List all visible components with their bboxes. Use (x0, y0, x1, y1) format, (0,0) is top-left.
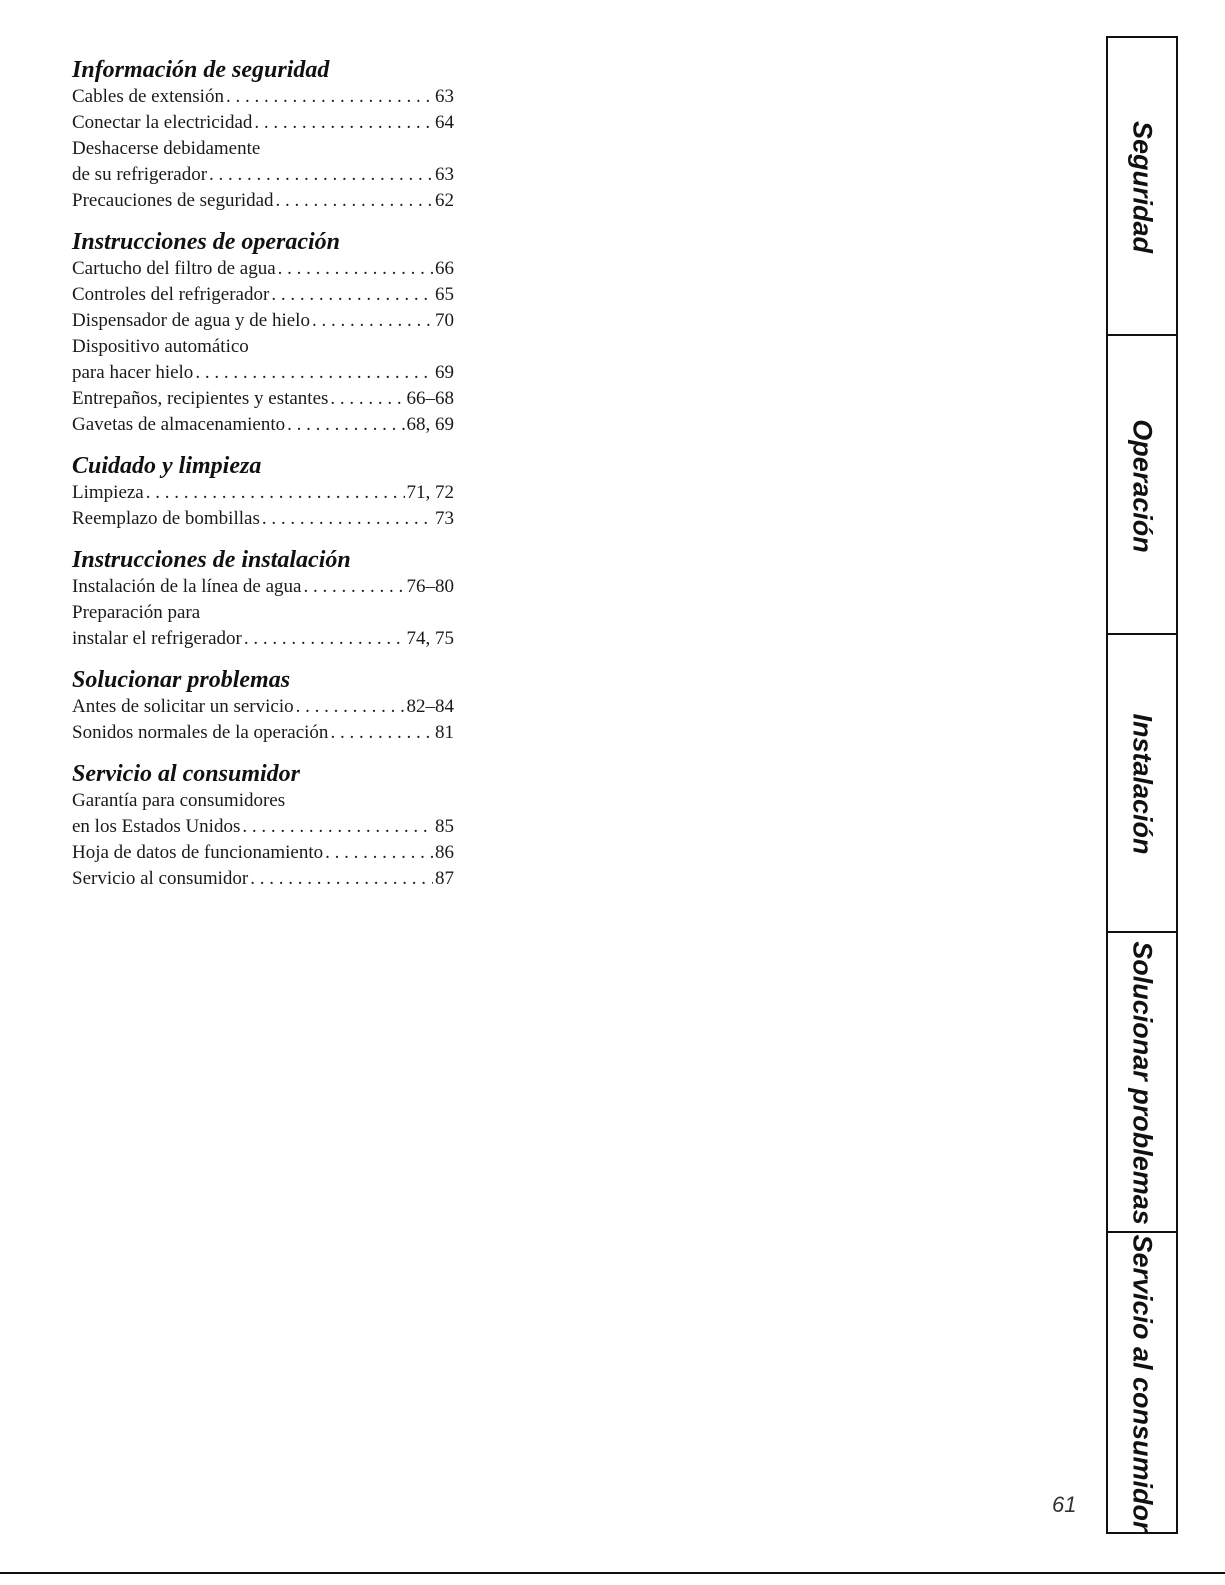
entry-page-number: 87 (435, 868, 454, 889)
dot-leader (244, 626, 405, 652)
toc-entry[interactable] (72, 334, 454, 386)
toc-entry[interactable] (72, 308, 454, 334)
entry-page-number: 86 (435, 842, 454, 863)
dot-leader (209, 162, 433, 188)
entry-label: Precauciones de seguridad (72, 190, 274, 211)
entry-label: Cartucho del filtro de agua (72, 258, 276, 279)
entry-label: Reemplazo de bombillas (72, 508, 260, 529)
bottom-rule (0, 1572, 1225, 1574)
toc-entry[interactable] (72, 720, 454, 746)
tab-4[interactable] (1106, 931, 1178, 1233)
entry-page-number: 85 (435, 816, 454, 837)
tab-label: Servicio al consumidor (1127, 1233, 1158, 1532)
dot-leader (312, 308, 433, 334)
page-number: 61 (1052, 1492, 1077, 1517)
tab-5[interactable] (1106, 1231, 1178, 1534)
section-tabs (1106, 36, 1176, 1530)
toc-entry[interactable] (72, 506, 454, 532)
table-of-contents (72, 56, 454, 906)
toc-section (72, 546, 454, 652)
dot-leader (330, 720, 433, 746)
dot-leader (226, 84, 433, 110)
toc-section (72, 56, 454, 214)
entry-label: Instalación de la línea de agua (72, 576, 302, 597)
entry-page-number: 73 (435, 508, 454, 529)
toc-entry[interactable] (72, 188, 454, 214)
section-title: Información de seguridad (72, 57, 330, 83)
entry-label: Deshacerse debidamente (72, 138, 261, 159)
section-title: Instrucciones de instalación (72, 547, 351, 573)
dot-leader (325, 840, 433, 866)
entry-page-number: 62 (435, 190, 454, 211)
toc-entry[interactable] (72, 694, 454, 720)
tab-label: Operación (1127, 418, 1158, 553)
dot-leader (250, 866, 433, 892)
toc-entry[interactable] (72, 256, 454, 282)
entry-page-number: 65 (435, 284, 454, 305)
tab-label: Seguridad (1127, 120, 1158, 254)
entry-label: Preparación para (72, 602, 201, 623)
dot-leader (195, 360, 433, 386)
section-title: Servicio al consumidor (72, 761, 301, 787)
entry-label: Dispositivo automático (72, 336, 249, 357)
entry-page-number: 64 (435, 112, 454, 133)
entry-label: Antes de solicitar un servicio (72, 696, 294, 717)
tab-2[interactable] (1106, 334, 1178, 635)
entry-label: Entrepaños, recipientes y estantes (72, 388, 329, 409)
section-title: Instrucciones de operación (72, 229, 341, 255)
entry-page-number: 69 (435, 362, 454, 383)
dot-leader (303, 574, 404, 600)
entry-label: Controles del refrigerador (72, 284, 270, 305)
section-title: Solucionar problemas (72, 667, 291, 693)
entry-page-number: 63 (435, 86, 454, 107)
entry-page-number: 66–68 (406, 388, 454, 409)
dot-leader (287, 412, 404, 438)
entry-page-number: 68, 69 (406, 414, 454, 435)
dot-leader (271, 282, 433, 308)
dot-leader (278, 256, 433, 282)
tab-3[interactable] (1106, 633, 1178, 933)
entry-label: Limpieza (72, 482, 144, 503)
entry-page-number: 81 (435, 722, 454, 743)
dot-leader (330, 386, 404, 412)
dot-leader (296, 694, 405, 720)
entry-label: Dispensador de agua y de hielo (72, 310, 310, 331)
entry-label: Garantía para consumidores (72, 790, 286, 811)
dot-leader (262, 506, 433, 532)
dot-leader (254, 110, 433, 136)
entry-label: de su refrigerador (72, 164, 208, 185)
entry-label: Sonidos normales de la operación (72, 722, 329, 743)
toc-entry[interactable] (72, 136, 454, 188)
dot-leader (276, 188, 433, 214)
entry-label: para hacer hielo (72, 362, 194, 383)
toc-section (72, 760, 454, 892)
toc-section (72, 452, 454, 532)
dot-leader (242, 814, 433, 840)
toc-entry[interactable] (72, 788, 454, 840)
dot-leader (146, 480, 405, 506)
toc-entry[interactable] (72, 386, 454, 412)
section-title: Cuidado y limpieza (72, 453, 262, 479)
entry-page-number: 74, 75 (406, 628, 454, 649)
toc-entry[interactable] (72, 84, 454, 110)
entry-label: en los Estados Unidos (72, 816, 241, 837)
tab-1[interactable] (1106, 36, 1178, 336)
toc-section (72, 228, 454, 438)
toc-entry[interactable] (72, 110, 454, 136)
entry-page-number: 76–80 (406, 576, 454, 597)
entry-page-number: 71, 72 (406, 482, 454, 503)
tab-label: Solucionar problemas (1127, 941, 1158, 1225)
toc-section (72, 666, 454, 746)
entry-label: Conectar la electricidad (72, 112, 253, 133)
entry-page-number: 70 (435, 310, 454, 331)
toc-entry[interactable] (72, 600, 454, 652)
entry-page-number: 66 (435, 258, 454, 279)
toc-entry[interactable] (72, 574, 454, 600)
toc-entry[interactable] (72, 282, 454, 308)
entry-page-number: 63 (435, 164, 454, 185)
entry-page-number: 82–84 (406, 696, 454, 717)
entry-label: Servicio al consumidor (72, 868, 249, 889)
toc-entry[interactable] (72, 866, 454, 892)
tab-label: Instalación (1127, 713, 1158, 855)
entry-label: instalar el refrigerador (72, 628, 242, 649)
toc-entry[interactable] (72, 840, 454, 866)
toc-entry[interactable] (72, 412, 454, 438)
entry-label: Gavetas de almacenamiento (72, 414, 286, 435)
entry-label: Hoja de datos de funcionamiento (72, 842, 324, 863)
entry-label: Cables de extensión (72, 86, 224, 107)
toc-entry[interactable] (72, 480, 454, 506)
